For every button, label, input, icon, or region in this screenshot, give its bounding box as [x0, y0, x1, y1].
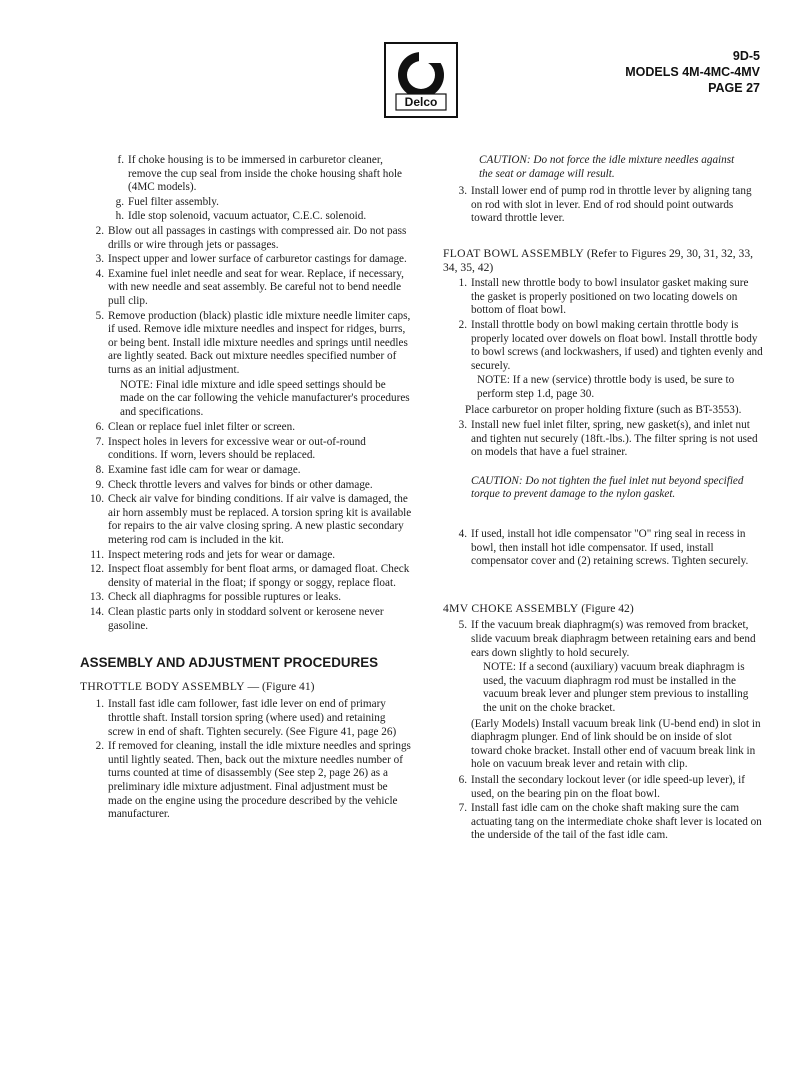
item-number: 7. — [458, 802, 467, 815]
item-text: Examine fast idle cam for wear or damage. — [108, 464, 301, 477]
item-number: 2. — [95, 740, 104, 753]
throttle-heading — [80, 680, 412, 694]
item-number: 5. — [95, 309, 104, 322]
list-item — [80, 421, 412, 435]
item-number: h. — [115, 210, 124, 223]
list-item — [443, 619, 763, 660]
list-item — [443, 185, 763, 226]
item-text: Inspect holes in levers for excessive wear or out-of-round conditions. If worn, levers should be replaced. — [108, 435, 366, 462]
item-number: 5. — [458, 619, 467, 632]
item-text: Clean or replace fuel inlet filter or screen. — [108, 421, 295, 434]
item-text: Install lower end of pump rod in throttle lever by aligning tang on rod with slot in lever. End of rod should point outwards toward throttle lever. — [471, 185, 752, 225]
item-text: Blow out all passages in castings with compressed air. Do not pass drills or wire through jets or passages. — [108, 224, 407, 251]
caution-fuel-inlet: CAUTION: Do not tighten the fuel inlet nut beyond specified torque to prevent damage to the nylon gasket. — [471, 474, 744, 501]
right-column — [443, 154, 763, 844]
item-text: If used, install hot idle compensator "O" ring seal in recess in bowl, then install hot idle compensator. If used, install compensator cover and (2) retaining screws. Tighten securely. — [471, 528, 749, 568]
item-text: If removed for cleaning, install the idle mixture needles and springs until lightly seated. Then, back out the mixture needles number of turns counted at time of disassembly (See step 2, page 26) as a preliminary idle mixture adjustment. Final adjustment must be made on the engine using the procedure described by the vehicle manufacturer. — [108, 740, 411, 821]
list-item — [443, 319, 763, 373]
item-text: If the vacuum break diaphragm(s) was removed from bracket, slide vacuum break diaphragm between retaining ears and bend ears down slightly to hold securely. — [471, 619, 756, 659]
list-item — [443, 774, 763, 801]
float-heading — [443, 247, 763, 274]
item-number: 9. — [95, 478, 104, 491]
item-number: 3. — [458, 419, 467, 432]
float-heading-text: FLOAT BOWL ASSEMBLY — [443, 246, 584, 260]
list-item — [80, 196, 412, 210]
list-item — [80, 310, 412, 378]
item-number: 12. — [90, 563, 104, 576]
item-text: Install new fuel inlet filter, spring, new gasket(s), and inlet nut and tighten nut securely (18ft.-lbs.). The filter spring is not used on models that have a fuel strainer. — [471, 419, 758, 459]
item-text: Install new throttle body to bowl insulator gasket making sure the gasket is properly positioned on two locating dowels on bottom of float bowl. — [471, 277, 749, 317]
list-item — [80, 225, 412, 252]
page-header — [625, 48, 760, 96]
item-number: f. — [117, 154, 124, 166]
item-number: 8. — [95, 464, 104, 477]
item-number: 13. — [90, 591, 104, 604]
item-text: Install fast idle cam on the choke shaft making sure the cam actuating tang on the intermediate choke shaft lever is located on the underside of the tail of the fast idle cam. — [471, 802, 762, 842]
choke-heading-text: 4MV CHOKE ASSEMBLY — [443, 601, 579, 615]
float-place-text: Place carburetor on proper holding fixture (such as BT-3553). — [465, 403, 742, 416]
caution-idle-mixture: CAUTION: Do not force the idle mixture needles against the seat or damage will result. — [479, 154, 735, 180]
throttle-list — [80, 698, 412, 821]
float-heading-ref: (Refer to Figures 29, 30, 31, 32, 33, 34, 35, 42) — [443, 246, 754, 274]
list-item — [80, 210, 412, 224]
item-number: 1. — [95, 698, 104, 711]
item-text: Clean plastic parts only in stoddard solvent or kerosene never gasoline. — [108, 606, 384, 632]
item-text: If choke housing is to be immersed in carburetor cleaner, remove the cup seal from inside the choke housing shaft hole (4MC models). — [128, 154, 403, 194]
item-number: 3. — [458, 185, 467, 198]
left-column — [80, 154, 412, 823]
item-number: 1. — [458, 277, 467, 290]
cleaning-list-bottom — [80, 421, 412, 633]
item-number: 10. — [90, 493, 104, 506]
list-item — [443, 802, 763, 843]
assembly-heading: ASSEMBLY AND ADJUSTMENT PROCEDURES — [80, 655, 379, 671]
item-text: Check air valve for binding conditions. If air valve is damaged, the air horn assembly must be replaced. A torsion spring kit is available for repairs to the air valve closing spring. A new plastic secondary metering rod cam is included in the kit. — [108, 493, 412, 547]
list-item — [80, 549, 412, 563]
list-item — [80, 253, 412, 267]
item-number: 4. — [458, 528, 467, 541]
list-item — [80, 563, 412, 590]
item-number: 7. — [95, 435, 104, 448]
list-item — [80, 591, 412, 605]
list-item — [80, 493, 412, 547]
float-list — [443, 277, 763, 373]
item-number: 4. — [95, 267, 104, 280]
item-number: 6. — [95, 421, 104, 434]
list-item — [80, 698, 412, 739]
item-text: Idle stop solenoid, vacuum actuator, C.E.C. solenoid. — [128, 210, 367, 223]
note-auxiliary-vacuum-break: NOTE: If a second (auxiliary) vacuum break diaphragm is used, the vacuum diaphragm rod must be installed in the vacuum break lever and plunger stem previous to installing the unit on the choke bracket. — [483, 661, 749, 714]
item-text: Check all diaphragms for possible ruptures or leaks. — [108, 591, 342, 604]
item-text: Inspect upper and lower surface of carburetor castings for damage. — [108, 253, 407, 266]
early-models-text: (Early Models) Install vacuum break link (U-bend end) in slot in diaphragm plunger. End of link should be on inside of slot toward choke bracket. Install other end of vacuum break link in hole on vacuum break lever and retain with clip. — [471, 717, 761, 771]
page-code: 9D-5 — [732, 49, 760, 63]
item-number: 6. — [458, 773, 467, 786]
item-text: Examine fuel inlet needle and seat for wear. Replace, if necessary, with new needle and seat assembly. Be careful not to bend needle pull clip. — [108, 267, 404, 307]
choke-heading — [443, 602, 763, 616]
item-text: Remove production (black) plastic idle mixture needle limiter caps, if used. Remove idle mixture needles and inspect for ridges, burrs, or being bent. Install idle mixture needles and springs until needles are lightly seated. Back out mixture needles specified number of turns as an initial adjustment. — [108, 309, 411, 376]
models-label: MODELS 4M-4MC-4MV — [625, 65, 760, 79]
throttle-heading-text: THROTTLE BODY ASSEMBLY — [80, 679, 245, 693]
item-text: Install the secondary lockout lever (or idle speed-up lever), if used, on the bearing pin on the float bowl. — [471, 773, 745, 800]
item-number: 3. — [95, 253, 104, 266]
item-text: Install fast idle cam follower, fast idle lever on end of primary throttle shaft. Install torsion spring (where used) and retaining screw in end of shaft. Tighten securely. (See Figure 41, page 26) — [108, 698, 397, 738]
cleaning-list-top — [80, 154, 412, 378]
item-number: 11. — [90, 548, 104, 561]
item-text: Inspect float assembly for bent float arms, or damaged float. Check density of material in the float; if spongy or soggy, replace float. — [108, 563, 410, 589]
item-text: Install throttle body on bowl making certain throttle body is properly located over dowels on float bowl. Install throttle body to bowl screws (and lockwashers, if used) and tighten evenly and securely. — [471, 318, 763, 372]
item-text: Inspect metering rods and jets for wear or damage. — [108, 548, 336, 561]
list-item — [80, 436, 412, 463]
list-item — [80, 740, 412, 822]
page-number: PAGE 27 — [708, 81, 760, 95]
item-text: Fuel filter assembly. — [128, 195, 219, 208]
list-item — [80, 606, 412, 633]
list-item — [80, 154, 412, 195]
item-text: Check throttle levers and valves for binds or other damage. — [108, 478, 373, 491]
choke-heading-ref: (Figure 42) — [581, 601, 634, 615]
note-service-throttle-body: NOTE: If a new (service) throttle body is used, be sure to perform step 1.d, page 30. — [477, 374, 735, 400]
item-number: g. — [115, 195, 124, 208]
list-item — [80, 479, 412, 493]
logo-text: Delco — [404, 95, 438, 109]
list-item — [80, 464, 412, 478]
list-item — [443, 419, 763, 460]
item-number: 2. — [95, 224, 104, 237]
delco-logo — [384, 42, 458, 118]
list-item — [443, 528, 763, 569]
item-number: 14. — [90, 606, 104, 618]
note-idle-mixture: NOTE: Final idle mixture and idle speed settings should be made on the car following the vehicle manufacturer's procedures and specifications. — [120, 378, 410, 418]
throttle-heading-ref: — (Figure 41) — [247, 679, 315, 693]
list-item — [443, 277, 763, 318]
list-item — [80, 268, 412, 309]
choke-list — [443, 774, 763, 843]
item-number: 2. — [458, 318, 467, 331]
